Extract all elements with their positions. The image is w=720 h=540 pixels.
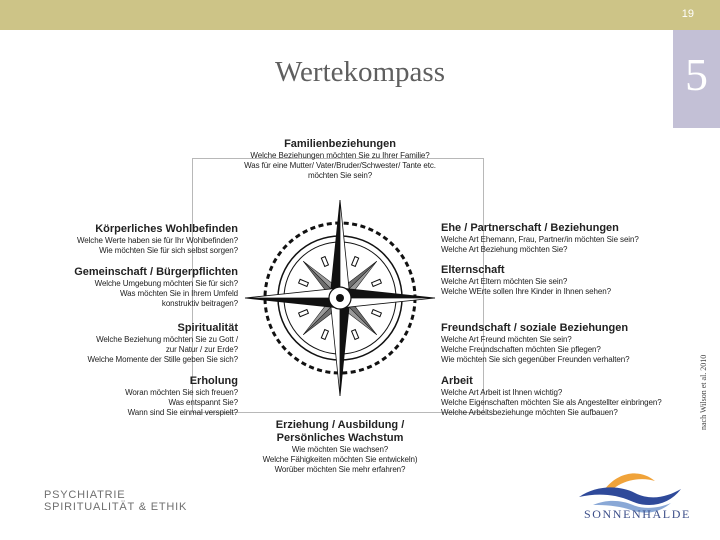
footer-line-2: SPIRITUALITÄT & ETHIK — [44, 501, 188, 513]
block-line: Welche Eigenschaften möchten Sie als Angestellter einbringen? — [441, 398, 662, 407]
block-line: Wann sind Sie einmal verspielt? — [127, 408, 238, 417]
footer-label — [44, 489, 187, 513]
block-arbeit — [441, 375, 681, 418]
block-line: Welche Momente der Stille geben Sie sich? — [87, 355, 238, 364]
block-line: Was möchten Sie in Ihrem Umfeld — [120, 289, 238, 298]
block-line: Welche WErte sollen Ihre Kinder in Ihnen sehen? — [441, 287, 611, 296]
block-heading: Freundschaft / soziale Beziehungen — [441, 322, 629, 334]
block-erziehung — [220, 419, 460, 475]
footer-line-1: PSYCHIATRIE — [44, 489, 126, 501]
block-line: Welche Arbeitsbeziehunge möchten Sie aufbauen? — [441, 408, 618, 417]
block-line: Woran möchten Sie sich freuen? — [125, 388, 238, 397]
block-line: Wie möchten Sie sich gegenüber Freunden verhalten? — [441, 355, 630, 364]
block-line: Welche Art Arbeit ist Ihnen wichtig? — [441, 388, 563, 397]
block-ehe — [441, 222, 681, 255]
source-credit-text: nach Wilson et al. 2010 — [699, 354, 708, 430]
block-line: Wie möchten Sie wachsen? — [291, 445, 389, 454]
block-gemeinschaft — [30, 266, 238, 309]
compass-rose-icon — [240, 190, 440, 410]
block-heading: Gemeinschaft / Bürgerpflichten — [74, 266, 238, 278]
block-eltern — [441, 264, 681, 297]
block-line: Wie möchten Sie für sich selbst sorgen? — [99, 246, 238, 255]
block-heading: Erholung — [189, 375, 238, 387]
block-line: Welche Art Freund möchten Sie sein? — [441, 335, 572, 344]
block-heading: Ehe / Partnerschaft / Beziehungen — [441, 222, 619, 234]
block-heading: Elternschaft — [441, 264, 505, 276]
block-line: Welche Fähigkeiten möchten Sie entwickeln) — [262, 455, 418, 464]
top-bar — [0, 0, 720, 30]
block-line: Was entspannt Sie? — [168, 398, 238, 407]
section-number: 5 — [685, 49, 708, 100]
block-spiritualitaet — [30, 322, 238, 365]
block-freundschaft — [441, 322, 681, 365]
block-line: Welche Beziehungen möchten Sie zu Ihrer Familie? — [250, 151, 430, 160]
block-line: Welche Freundschaften möchten Sie pflegen? — [441, 345, 601, 354]
block-heading: Arbeit — [441, 375, 473, 387]
block-line: konstruktiv beitragen? — [161, 299, 238, 308]
block-line: Welche Art Beziehung möchten Sie? — [441, 245, 568, 254]
block-line: möchten Sie sein? — [307, 171, 373, 180]
page-title: Wertekompass — [274, 56, 445, 88]
block-line: zur Natur / zur Erde? — [165, 345, 238, 354]
block-familie — [230, 138, 450, 181]
block-heading: Körperliches Wohlbefinden — [95, 223, 238, 235]
block-heading: Familienbeziehungen — [284, 138, 396, 150]
block-line: Welche Umgebung möchten Sie für sich? — [94, 279, 238, 288]
block-line: Was für eine Mutter/ Vater/Bruder/Schwester/ Tante etc. — [244, 161, 436, 170]
block-heading: Erziehung / Ausbildung / — [275, 419, 405, 431]
block-heading: Persönliches Wachstum — [276, 432, 404, 444]
block-heading: Spiritualität — [177, 322, 238, 334]
block-line: Welche Werte haben sie für Ihr Wohlbefinden? — [76, 236, 238, 245]
block-line: Welche Art Ehemann, Frau, Partner/in möchten Sie sein? — [441, 235, 639, 244]
block-line: Worüber möchten Sie mehr erfahren? — [274, 465, 406, 474]
block-erholung — [30, 375, 238, 418]
slide-number: 19 — [681, 8, 694, 20]
block-koerper — [30, 223, 238, 256]
source-credit — [699, 310, 711, 430]
block-line: Welche Art Eltern möchten Sie sein? — [441, 277, 568, 286]
block-line: Welche Beziehung möchten Sie zu Gott / — [96, 335, 238, 344]
logo-text: SONNENHALDE — [584, 507, 691, 521]
